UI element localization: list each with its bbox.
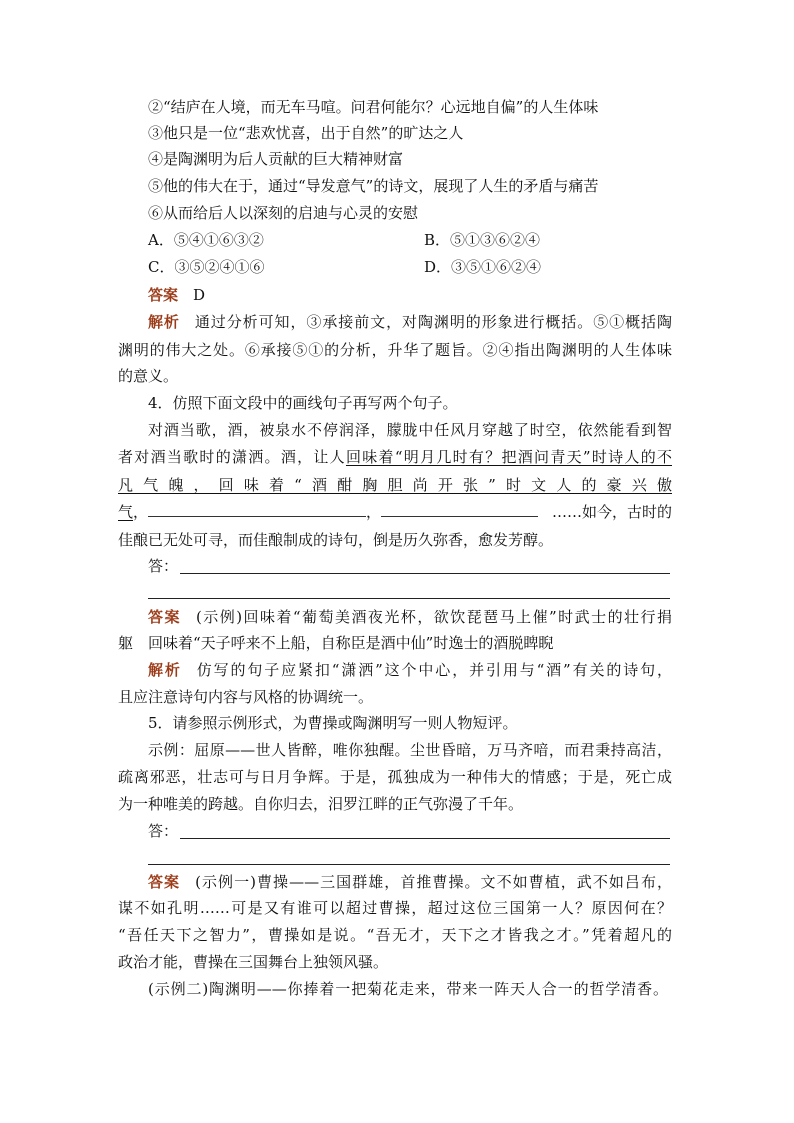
analysis-text: 且应注意诗句内容与风格的协调统一。 [118,688,374,706]
answer-label: 答案 [148,608,181,626]
statement-item: ⑥从而给后人以深刻的启迪与心灵的安慰 [148,204,419,222]
underlined-sentence: 气 [118,503,134,521]
answer-value: D [193,286,206,304]
example-line: 示例：屈原——世人皆醉，唯你独醒。尘世昏暗，万马齐喑，而君秉持高洁， [148,741,672,759]
answer-label: 答案 [148,286,179,304]
analysis-text: 仿写的句子应紧扣“潇洒”这个中心，并引用与“酒”有关的诗句， [196,661,672,679]
analysis-line [148,312,672,332]
answer-text: 政治才能，曹操在三国舞台上独领风骚。 [118,953,389,971]
answer-blank-line [180,573,670,574]
statement-item: ⑤他的伟大在于，通过“导发意气”的诗文，展现了人生的矛盾与痛苦 [148,177,599,195]
fill-in-blank [381,502,538,517]
option-c: C．③⑤②④①⑥ [148,258,265,276]
analysis-text: 的意义。 [118,367,179,385]
answer-label: 答案 [148,873,181,891]
option-b: B．⑤①③⑥②④ [424,231,541,249]
underlined-sentence: 凡气魄，回味着“酒酣胸胆尚开张”时文人的豪兴傲 [118,476,672,494]
comma: ， [366,503,382,521]
analysis-label: 解析 [148,313,180,331]
answer-blank-line [148,864,670,865]
question-prompt: 4．仿照下面文段中的画线句子再写两个句子。 [148,394,458,412]
answer-text: (示例一)曹操——三国群雄，首推曹操。文不如曹植，武不如吕布， [195,873,672,891]
statement-item: ②“结庐在人境，而无车马喧。问君何能尔？心远地自偏”的人生体味 [148,98,599,116]
answer-line [148,285,205,305]
answer-text: 谋不如孔明……可是又有谁可以超过曹操，超过这位三国第一人？原因何在？ [118,899,672,917]
passage-text: 者对酒当歌时的潇洒。酒，让人 [118,448,346,466]
comma: ， [133,503,149,521]
question-prompt: 5．请参照示例形式，为曹操或陶渊明写一则人物短评。 [148,714,518,732]
analysis-line [148,660,672,680]
answer-text: (示例二)陶渊明——你捧着一把菊花走来，带来一阵天人合一的哲学清香。 [148,980,668,998]
analysis-label: 解析 [148,661,182,679]
answer-blank-line [148,598,670,599]
statement-item: ③他只是一位“悲欢忧喜，出于自然”的旷达之人 [148,124,464,142]
option-d: D．③⑤①⑥②④ [424,258,542,276]
passage-line: 对酒当歌，酒，被泉水不停润泽，朦胧中任风月穿越了时空，依然能看到智 [148,421,672,439]
answer-prompt: 答： [148,557,179,575]
answer-prompt: 答： [148,822,179,840]
analysis-text: 渊明的伟大之处。⑥承接⑤①的分析，升华了题旨。②④指出陶渊明的人生体味 [118,341,672,359]
example-line: 疏离邪恶，壮志可与日月争辉。于是，孤独成为一种伟大的情感；于是，死亡成 [118,768,672,786]
answer-line [148,607,672,627]
answer-text: 躯 回味着“天子呼来不上船，自称臣是酒中仙”时逸士的酒脱睥睨 [118,634,554,652]
underlined-sentence: 回味着“明月几时有？把酒问青天”时诗人的不 [345,448,672,466]
passage-line-with-blanks [118,502,672,522]
statement-item: ④是陶渊明为后人贡献的巨大精神财富 [148,150,404,168]
fill-in-blank [148,502,366,517]
passage-line [118,475,672,495]
passage-line: 佳酿已无处可寻，而佳酿制成的诗句，倒是历久弥香，愈发芳醇。 [118,531,554,549]
option-a: A．⑤④①⑥③② [148,231,264,249]
answer-text: (示例)回味着“葡萄美酒夜光杯，欲饮琵琶马上催”时武士的壮行捐 [195,608,672,626]
answer-line [148,872,672,892]
passage-line [118,447,672,467]
passage-text: ……如今，古时的 [551,503,672,521]
answer-blank-line [180,838,670,839]
answer-text: “吾任天下之智力”，曹操如是说。“吾无才，天下之才皆我之才。”凭着超凡的 [118,926,672,944]
example-line: 为一种唯美的跨越。自你归去，汨罗江畔的正气弥漫了千年。 [118,795,524,813]
analysis-text: 通过分析可知，③承接前文，对陶渊明的形象进行概括。⑤①概括陶 [194,313,672,331]
